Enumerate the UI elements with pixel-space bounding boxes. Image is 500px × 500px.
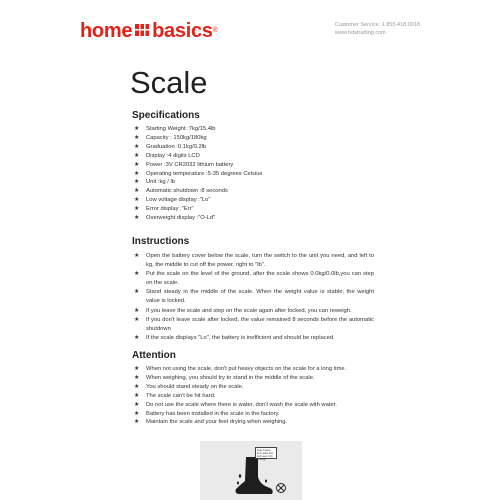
- spec-item: [134, 196, 262, 205]
- instruction-item: [134, 288, 374, 306]
- spec-item-text: Overweight display :"O-Ld": [146, 215, 216, 222]
- brand-home: home: [80, 20, 133, 42]
- star-bullet-icon: ★: [134, 215, 140, 222]
- spec-item: [134, 178, 262, 187]
- spec-item-text: Low voltage display :"Lo": [146, 197, 211, 204]
- star-bullet-icon: ★: [134, 410, 140, 417]
- star-bullet-icon: ★: [134, 307, 140, 314]
- attention-item-text: The scale can't be hit hard.: [146, 392, 216, 399]
- instruction-item: [134, 334, 374, 343]
- registered-mark: ®: [212, 27, 218, 34]
- spec-item-text: Operating temperature :5-35 degrees Celsius: [146, 170, 263, 177]
- wet-foot-icon: [200, 441, 302, 500]
- spec-item-text: Display :4 digits LCD: [146, 152, 200, 159]
- attention-item: [134, 374, 394, 383]
- instruction-item: [134, 270, 374, 288]
- star-bullet-icon: ★: [134, 161, 140, 168]
- logo-grid-icon: [135, 24, 149, 36]
- star-bullet-icon: ★: [134, 170, 140, 177]
- instruction-item: [134, 316, 374, 334]
- attention-item: [134, 418, 394, 427]
- instruction-item: [134, 307, 374, 316]
- star-bullet-icon: ★: [134, 253, 140, 259]
- spec-item: [134, 187, 262, 196]
- instruction-item-text: Open the battery cover below the scale, turn the switch to the unit you need, and left to kg, the middle to cut off the power, right to "lb".: [146, 253, 374, 269]
- header: [80, 20, 420, 46]
- spec-item-text: Unit :kg / lb: [146, 179, 175, 186]
- star-bullet-icon: ★: [134, 188, 140, 195]
- spec-item: [134, 170, 262, 179]
- attention-item-text: You should stand steady on the scale.: [146, 383, 244, 390]
- instruction-item-text: If you leave the scale and step on the scale again after locked, you can reweigh.: [146, 307, 352, 314]
- customer-service: Customer Service: 1.855.418.0018: [335, 22, 420, 28]
- star-bullet-icon: ★: [134, 134, 140, 141]
- star-bullet-icon: ★: [134, 197, 140, 204]
- spec-item-text: Starting Weight :7kg/15.4lb: [146, 126, 216, 132]
- instruction-item: [134, 252, 374, 270]
- star-bullet-icon: ★: [134, 316, 140, 323]
- page-title: Scale: [130, 65, 208, 100]
- star-bullet-icon: ★: [134, 401, 140, 408]
- star-bullet-icon: ★: [134, 271, 140, 278]
- star-bullet-icon: ★: [134, 126, 140, 132]
- star-bullet-icon: ★: [134, 152, 140, 159]
- attention-item: [134, 410, 394, 419]
- attention-item-text: Maintain the scale and your feet drying when weighing.: [146, 419, 288, 426]
- star-bullet-icon: ★: [134, 374, 140, 381]
- brand-basics: basics: [152, 20, 213, 42]
- attention-item-text: When not using the scale, don't put heavy objects on the scale for a long time.: [146, 366, 347, 372]
- instruction-item-text: If the scale displays "Lo", the battery is inefficient and should be replaced.: [146, 334, 335, 341]
- star-bullet-icon: ★: [134, 383, 140, 390]
- star-bullet-icon: ★: [134, 143, 140, 150]
- attention-item-text: Battery has been installed in the scale in the factory.: [146, 410, 280, 417]
- spec-item: [134, 143, 262, 152]
- spec-item: [134, 134, 262, 143]
- warning-figure: [200, 441, 302, 500]
- spec-item: [134, 214, 262, 223]
- spec-item: [134, 125, 262, 134]
- attention-list: [134, 365, 394, 427]
- star-bullet-icon: ★: [134, 334, 140, 341]
- attention-item: [134, 365, 394, 374]
- star-bullet-icon: ★: [134, 206, 140, 213]
- instructions-heading: Instructions: [132, 236, 190, 247]
- star-bullet-icon: ★: [134, 419, 140, 426]
- spec-item-text: Graduation :0.1kg/0.2lb: [146, 143, 207, 150]
- spec-item-text: Error display :"Err": [146, 206, 194, 213]
- instructions-list: [134, 252, 374, 343]
- star-bullet-icon: ★: [134, 179, 140, 186]
- figure-note: Keep it away from water and feet keep it dry to weigh: [255, 447, 277, 459]
- instruction-item-text: Stand steady in the middle of the scale. When the weight value is stable, the weight value is locked.: [146, 289, 374, 305]
- prohibited-icon: [277, 484, 286, 493]
- spec-item-text: Automatic shutdown :8 seconds: [146, 188, 228, 195]
- website: www.hdstrading.com: [335, 30, 386, 36]
- spec-item: [134, 161, 262, 170]
- instruction-item-text: If you don't leave scale after locked, the value remained 8 seconds before the automatic shutdown: [146, 316, 374, 332]
- specifications-list: [134, 125, 262, 223]
- attention-item-text: Do not use the scale where there is water, don't wash the scale with water.: [146, 401, 337, 408]
- contact-info: [335, 21, 420, 37]
- spec-item-text: Power :3V CR2032 lithium battery: [146, 161, 234, 168]
- brand-logo: [80, 20, 217, 42]
- star-bullet-icon: ★: [134, 366, 140, 372]
- spec-item: [134, 152, 262, 161]
- attention-item-text: When weighing, you should try to stand in the middle of the scale.: [146, 374, 315, 381]
- attention-item: [134, 383, 394, 392]
- specifications-heading: Specifications: [132, 110, 200, 121]
- spec-item: [134, 205, 262, 214]
- attention-item: [134, 392, 394, 401]
- spec-item-text: Capacity : 150kg/180kg: [146, 134, 207, 141]
- star-bullet-icon: ★: [134, 392, 140, 399]
- instruction-item-text: Put the scale on the level of the ground, after the scale shows 0.0kg/0.0lb,you can step on the scale.: [146, 271, 374, 287]
- attention-item: [134, 401, 394, 410]
- star-bullet-icon: ★: [134, 289, 140, 296]
- attention-heading: Attention: [132, 350, 176, 361]
